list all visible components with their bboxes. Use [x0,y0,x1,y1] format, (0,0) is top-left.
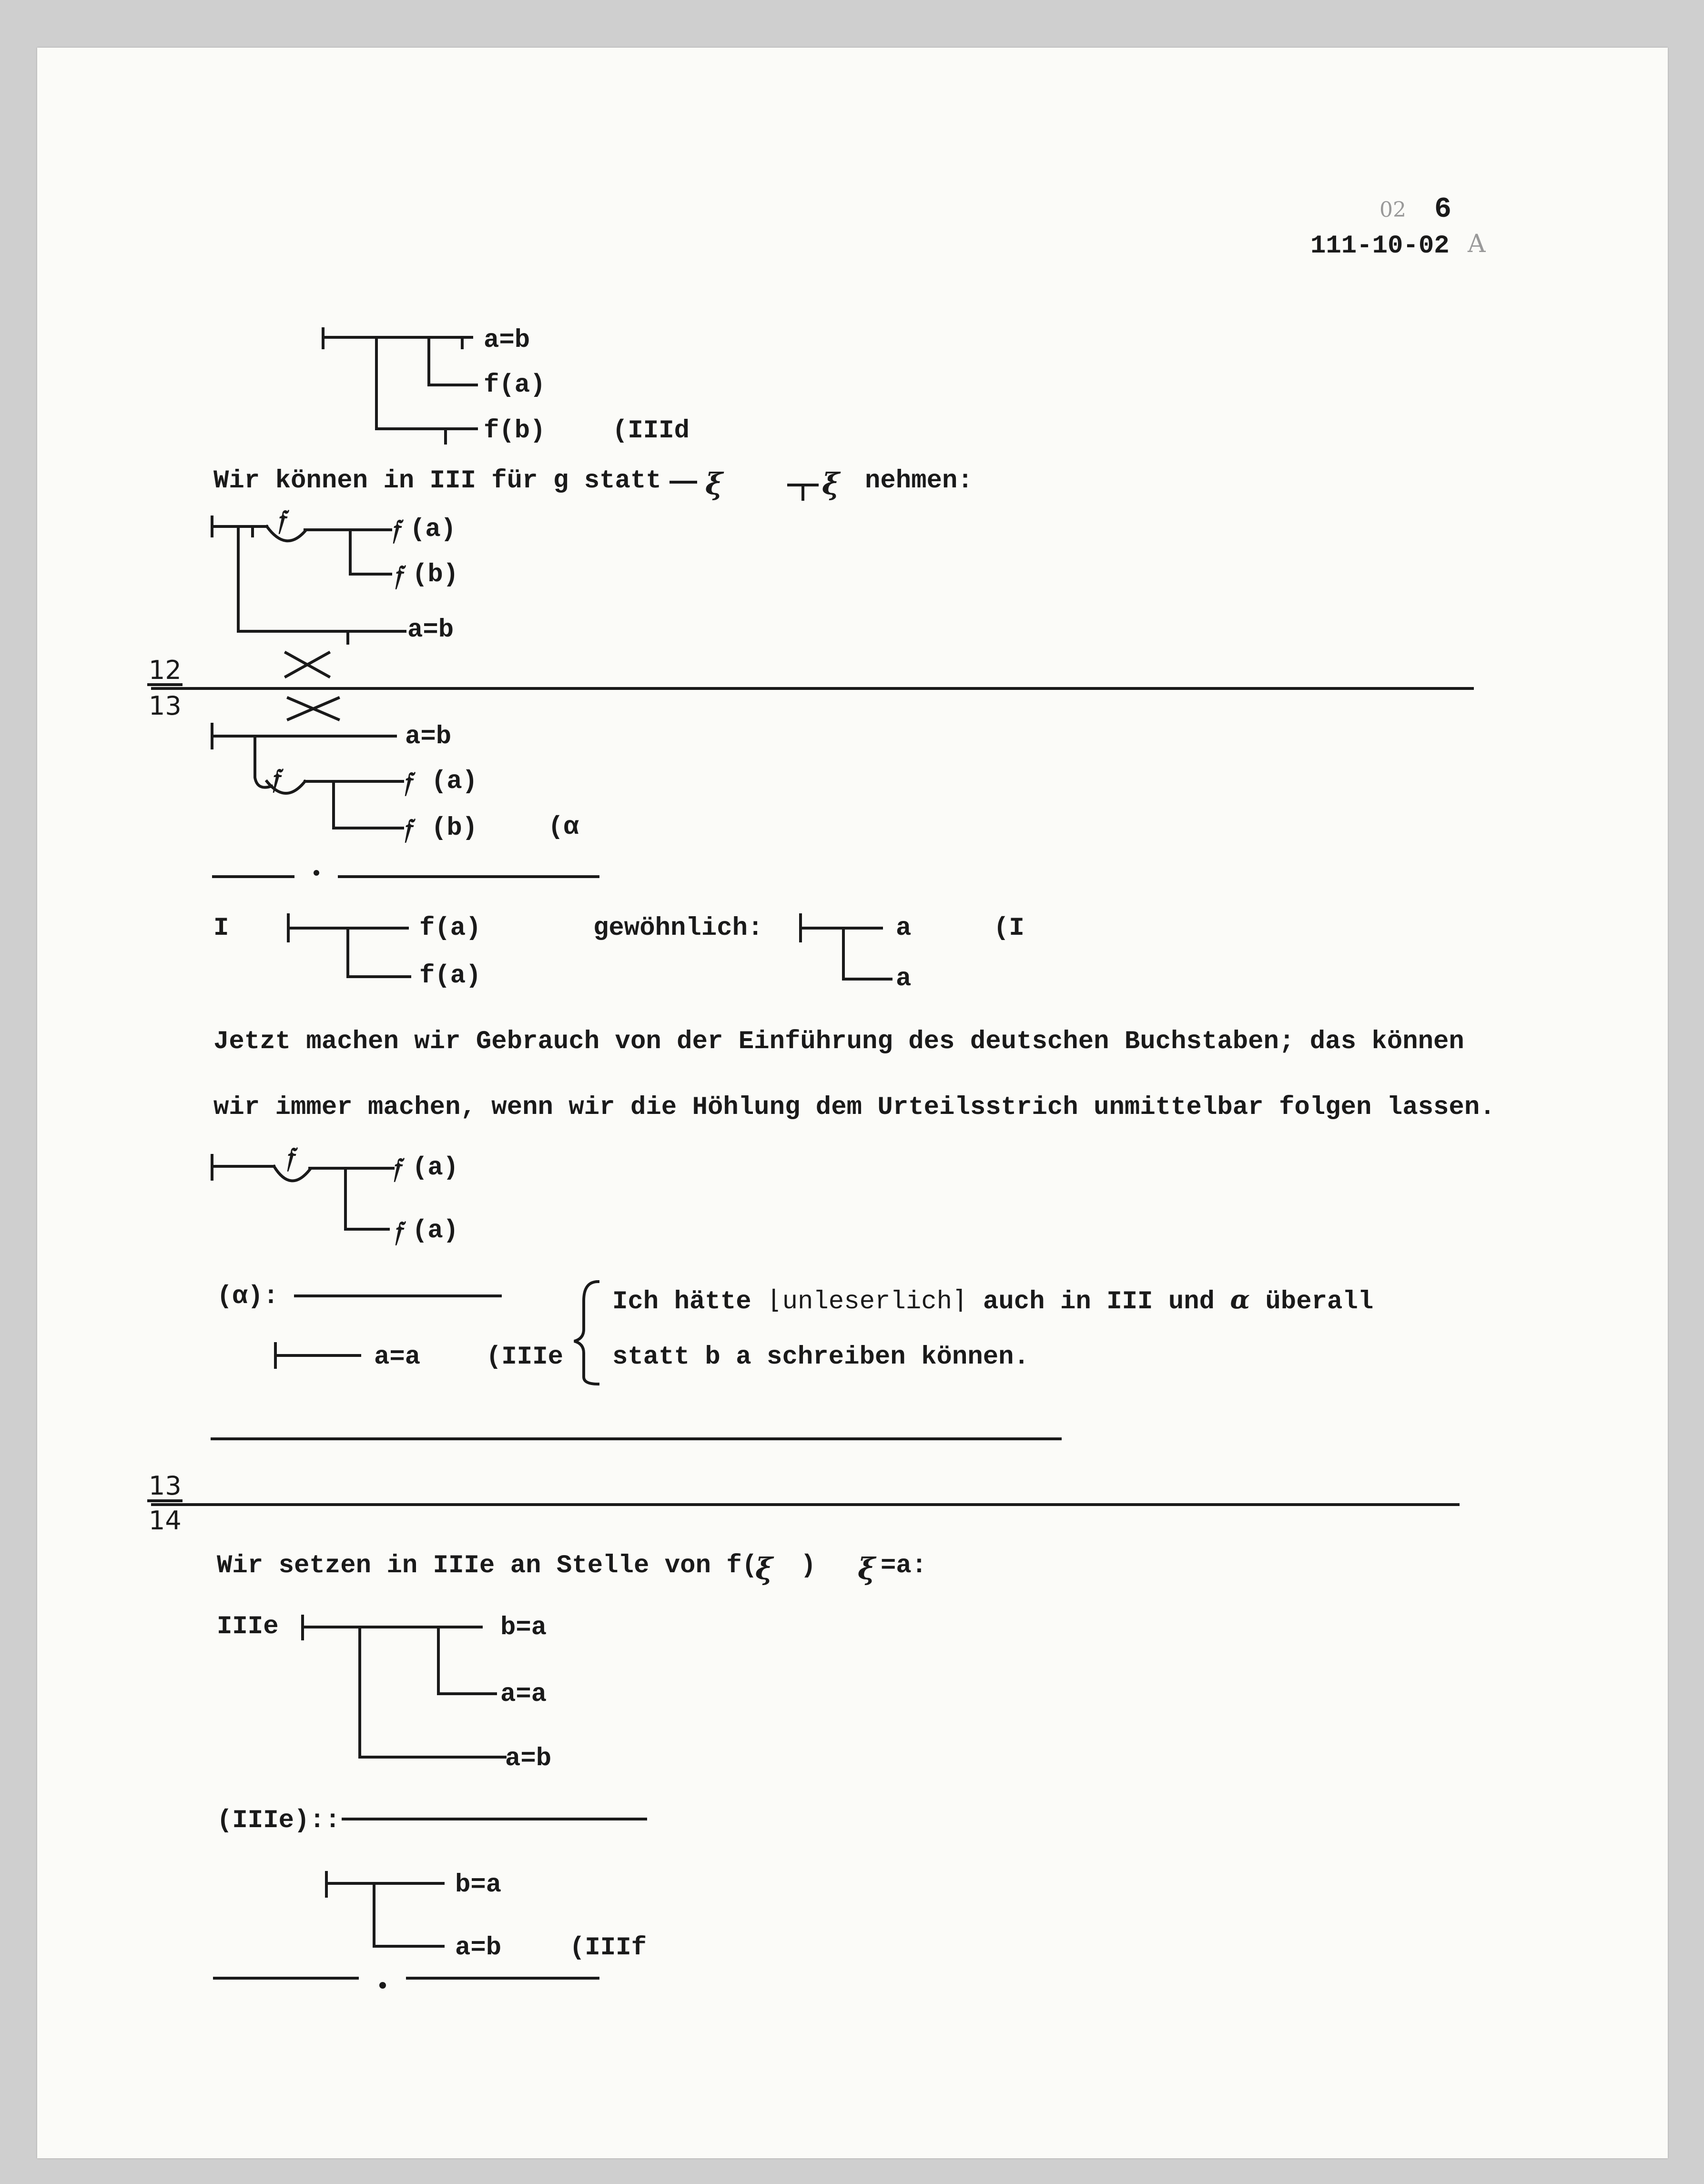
gothic-letter: 𝔣 [392,1152,400,1184]
text-word: gewöhnlich: [593,914,763,943]
archive-id: 111-10-02 [1310,232,1450,261]
formula-line: a=b [484,326,530,355]
formula-label: (IIIf [569,1933,647,1962]
formula-line: (a) [412,1153,459,1183]
formula-line: (a) [412,1216,459,1245]
formula-line: (a) [410,515,456,544]
alpha-label: (α): [217,1282,279,1311]
gothic-letter: ξ [755,1551,773,1586]
text-line: Wir können in III für g statt [213,466,661,495]
text-line: ) [801,1551,816,1580]
handwritten-annotation: 02 [1379,198,1406,222]
formula-line: b=a [455,1871,502,1900]
gothic-letter: 𝔣 [403,766,411,798]
gothic-letter: 𝔣 [393,559,402,591]
formula-label: IIIe [217,1612,279,1641]
gothic-letter: 𝔣 [271,762,279,795]
derivation-label: (IIIe):: [217,1806,341,1835]
gothic-letter: 𝔣 [393,1215,402,1247]
page-break-number: 13 [149,1471,182,1501]
formula-line: (a) [431,767,478,796]
formula-label: (I [994,914,1024,943]
formula-line: a [896,914,912,943]
note-text: auch in III und [967,1287,1230,1316]
page-break-number: 14 [149,1506,182,1536]
separator-dot [379,1982,386,1989]
page-break-number: 12 [149,655,182,685]
note-text: Ich hätte [612,1287,767,1316]
gothic-letter: ξ [858,1551,875,1586]
formula-line: a=a [374,1343,421,1372]
text-line: Wir setzen in IIIe an Stelle von f( [217,1551,758,1580]
formula-line: a=b [505,1744,552,1773]
formula-line: a=b [455,1933,502,1962]
formula-label: (α [548,813,579,842]
formula-line: a=b [405,722,452,751]
note-text: überall [1250,1287,1374,1316]
formula-label: (IIId [612,416,690,445]
text-line: =a: [881,1551,927,1580]
formula-label: (IIIe [486,1343,564,1372]
gothic-letter: 𝔣 [276,504,285,536]
gothic-letter: ξ [705,466,723,501]
gothic-letter: ξ [822,466,840,501]
formula-line: f(a) [419,961,481,991]
formula-line: (b) [431,814,478,843]
formula-line: a=a [500,1680,547,1709]
formula-line: f(b) [484,416,546,445]
page-break-number: 13 [149,691,182,721]
formula-line: f(a) [484,371,546,400]
note-bracket-text: ⌊unleserlich⌉ [767,1287,968,1316]
formula-label: I [213,914,229,943]
alpha-symbol: α [1230,1284,1250,1314]
gothic-letter: 𝔣 [403,812,411,845]
handwritten-suffix: A [1468,230,1486,258]
gothic-letter: 𝔣 [391,513,399,546]
formula-line: a [896,964,912,993]
text-line: nehmen: [865,466,973,495]
paragraph-line: wir immer machen, wenn wir die Höhlung dem Urteilsstrich unmittelbar folgen lassen. [213,1093,1495,1122]
gothic-letter: 𝔣 [285,1141,294,1173]
page-number: 6 [1434,193,1452,226]
note-line-1 [612,1286,1373,1315]
note-line-2: statt b a schreiben können. [612,1343,1029,1372]
paragraph-line: Jetzt machen wir Gebrauch von der Einführung des deutschen Buchstaben; das können [213,1027,1464,1056]
separator-dot [314,870,319,876]
formula-line: a=b [407,616,454,645]
formula-line: b=a [500,1613,547,1642]
formula-line: f(a) [419,914,481,943]
formula-line: (b) [412,560,459,589]
